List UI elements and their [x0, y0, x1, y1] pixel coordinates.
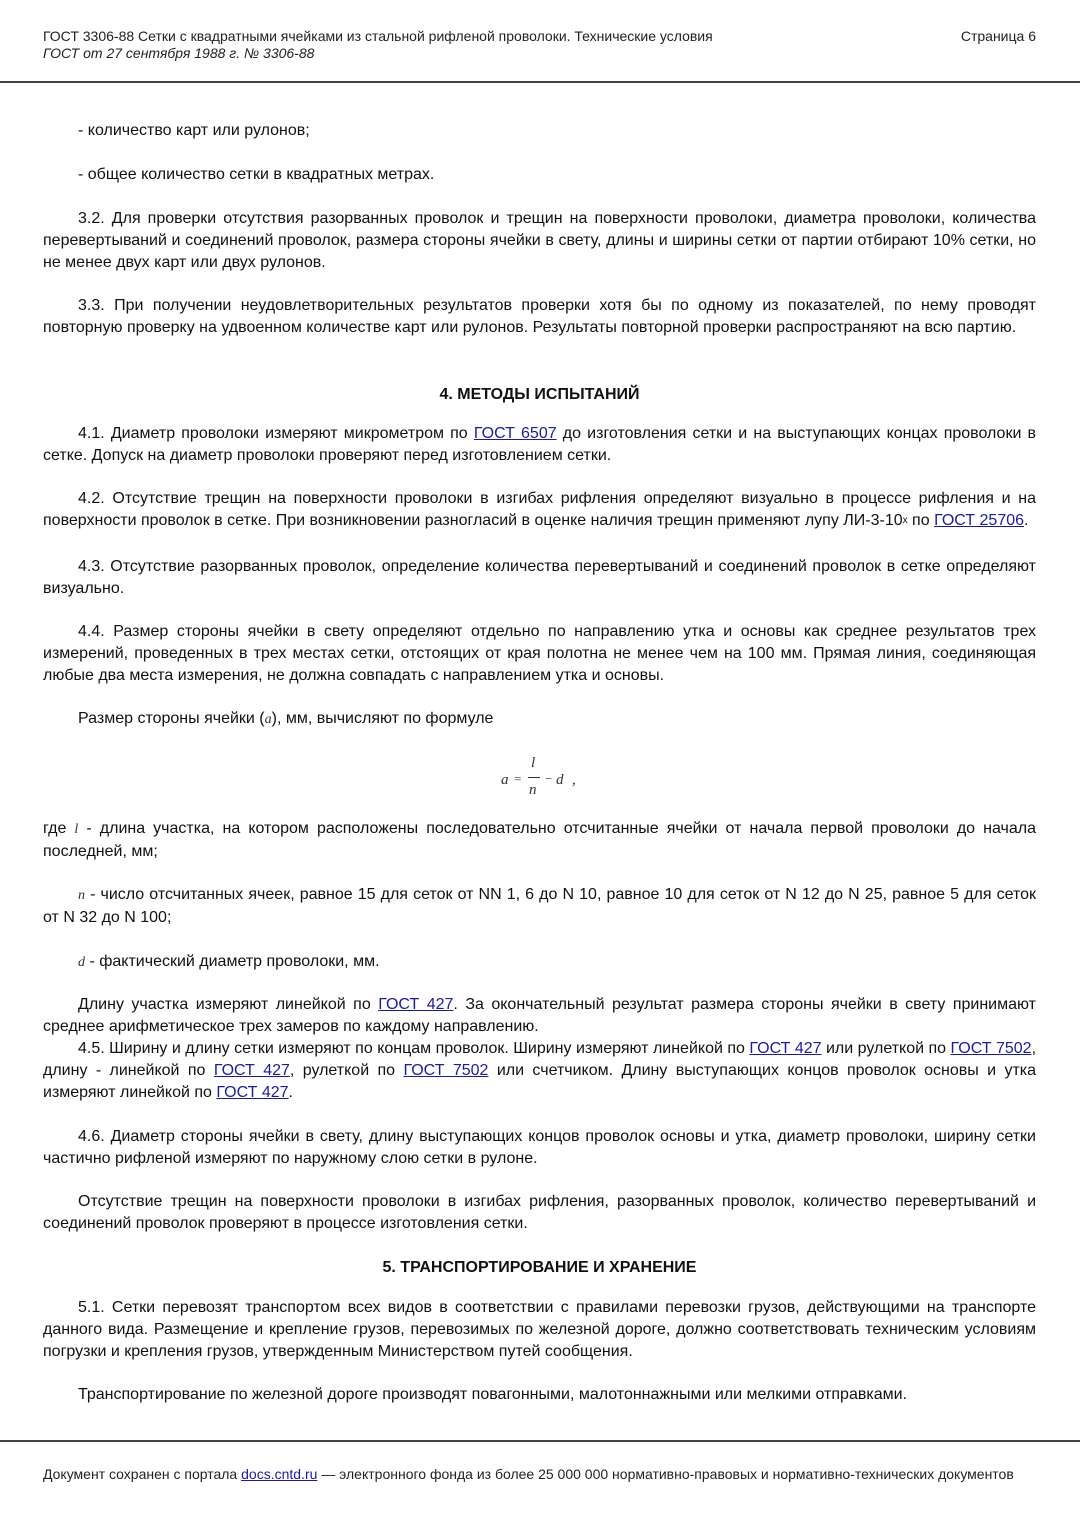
- formula-intro: [43, 708, 1036, 731]
- link-gost-427[interactable]: ГОСТ 427: [749, 1040, 822, 1057]
- paragraph-3-3: 3.3. При получении неудовлетворительных результатов проверки хотя бы по одному из показателей, по нему проводят повторную проверку на удвоенном количестве карт или рулонов. Результаты повторной проверки распространяют на всю партию.: [43, 297, 1036, 336]
- paragraph-5-1: 5.1. Сетки перевозят транспортом всех видов в соответствии с правилами перевозки грузов, действующими на транспорте данного вида. Размещение и крепление грузов, перевозимых по железной дороге, должно соответствовать техническим условиям погрузки и крепления грузов, утвержденным Министерством путей сообщения.: [43, 1299, 1036, 1360]
- text: до изготовления сетки и на выступающих концах проволоки в сетке. Допуск на диаметр проволоки проверяют перед изготовлением сетки.: [43, 425, 1037, 464]
- text: 4.2. Отсутствие трещин на поверхности проволоки в изгибах рифления определяют визуально в процессе рифления и на поверхности проволок в сетке. При возникновении разногласий в оценке наличия трещин применяют лупу ЛИ-3-10: [43, 490, 1036, 529]
- magnification-sup: x: [902, 515, 908, 526]
- document-footer: [43, 1466, 1033, 1482]
- text: Документ сохранен с портала: [43, 1466, 242, 1482]
- header-title: ГОСТ 3306-88 Сетки с квадратными ячейками из стальной рифленой проволоки. Технические условия: [43, 28, 713, 44]
- link-gost-7502[interactable]: ГОСТ 7502: [950, 1040, 1032, 1057]
- paragraph-4-3: 4.3. Отсутствие разорванных проволок, определение количества перевертываний и соединений проволок в сетке определяют визуально.: [43, 558, 1036, 597]
- text: .: [1024, 512, 1029, 529]
- page-number: Страница 6: [960, 28, 1036, 44]
- text: ), мм, вычисляют по формуле: [271, 710, 494, 727]
- section-5-heading: 5. ТРАНСПОРТИРОВАНИЕ И ХРАНЕНИЕ: [382, 1259, 697, 1276]
- text: по: [907, 512, 935, 529]
- portal-link[interactable]: docs.cntd.ru: [241, 1466, 318, 1482]
- paragraph-4-5: [43, 1038, 1036, 1104]
- text: - фактический диаметр проволоки, мм.: [85, 953, 380, 970]
- footer-divider: [0, 1440, 1080, 1442]
- text: где: [43, 820, 75, 837]
- header-subtitle: ГОСТ от 27 сентября 1988 г. № 3306-88: [43, 45, 315, 61]
- formula-lhs: a: [501, 772, 509, 788]
- formula-minus: −: [545, 771, 553, 786]
- text: Размер стороны ячейки (: [78, 710, 265, 727]
- variable-d: d: [78, 955, 85, 970]
- text: .: [288, 1084, 293, 1101]
- document-header: [43, 28, 713, 62]
- text: - длина участка, на котором расположены последовательно отсчитанные ячейки от начала первой проволоки до начала последней, мм;: [43, 820, 1036, 860]
- text: 4.1. Диаметр проволоки измеряют микрометром по: [78, 425, 474, 442]
- text: — электронного фонда из более 25 000 000 нормативно-правовых и нормативно-технических документов: [317, 1466, 1014, 1482]
- link-gost-6507[interactable]: ГОСТ 6507: [473, 425, 557, 442]
- paragraph-length-measure: [43, 994, 1036, 1038]
- list-item-total-area: - общее количество сетки в квадратных метрах.: [78, 166, 435, 183]
- formula-denominator: n: [529, 782, 537, 798]
- definition-d: [43, 951, 1036, 974]
- formula-numerator: l: [531, 755, 536, 771]
- link-gost-25706[interactable]: ГОСТ 25706: [934, 512, 1025, 529]
- link-gost-427[interactable]: ГОСТ 427: [216, 1084, 289, 1101]
- link-gost-427[interactable]: ГОСТ 427: [213, 1062, 290, 1079]
- variable-n: n: [78, 888, 85, 903]
- definition-n: [43, 884, 1036, 929]
- text: . За окончательный результат размера стороны ячейки в свету принимают среднее арифметическое трех замеров по каждому направлению.: [43, 996, 1036, 1035]
- paragraph-3-2: 3.2. Для проверки отсутствия разорванных проволок и трещин на поверхности проволоки, диаметра проволоки, количества перевертываний и соединений проволок, размера стороны ячейки в свету, длины и ширины сетки от партии отбирают 10% сетки, но не менее двух карт или двух рулонов.: [43, 210, 1036, 271]
- paragraph-4-6: 4.6. Диаметр стороны ячейки в свету, длину выступающих концов проволок основы и утка, диаметр проволоки, ширину сетки частично рифленой измеряют по наружному слою сетки в рулоне.: [43, 1128, 1036, 1167]
- formula-block: [43, 752, 1036, 800]
- section-4-heading: 4. МЕТОДЫ ИСПЫТАНИЙ: [439, 386, 640, 403]
- definition-l: [43, 818, 1036, 863]
- text: - число отсчитанных ячеек, равное 15 для сеток от NN 1, 6 до N 10, равное 10 для сеток от N 12 до N 25, равное 5 для сеток от N 32 до N 100;: [43, 886, 1036, 926]
- formula-term-d: d: [556, 772, 564, 788]
- formula: [501, 752, 621, 800]
- text: 4.5. Ширину и длину сетки измеряют по концам проволок. Ширину измеряют линейкой по: [78, 1040, 750, 1057]
- text: или рулеткой по: [821, 1040, 951, 1057]
- formula-equals: =: [514, 771, 522, 786]
- text: Длину участка измеряют линейкой по: [78, 996, 379, 1013]
- link-gost-7502[interactable]: ГОСТ 7502: [403, 1062, 489, 1079]
- text: , рулеткой по: [289, 1062, 404, 1079]
- text: , длину - линейкой по: [43, 1040, 1037, 1079]
- fraction-bar: [528, 777, 540, 778]
- link-gost-427[interactable]: ГОСТ 427: [378, 996, 454, 1013]
- text: или счетчиком. Длину выступающих концов проволок основы и утка измеряют линейкой по: [43, 1062, 1037, 1101]
- variable-a: a: [264, 712, 272, 727]
- header-divider: [0, 81, 1080, 83]
- paragraph-cracks-check: Отсутствие трещин на поверхности проволоки в изгибах рифления, разорванных проволок, количество перевертываний и соединений проволок проверяют в процессе изготовления сетки.: [43, 1193, 1036, 1232]
- formula-comma: ,: [572, 772, 576, 788]
- paragraph-4-4: 4.4. Размер стороны ячейки в свету определяют отдельно по направлению утка и основы как среднее результатов трех измерений, проведенных в трех местах сетки, отстоящих от края полотна не менее чем на 100 мм. Прямая линия, соединяющая любые два места измерения, не должна совпадать с направлением утка и основы.: [43, 623, 1036, 684]
- variable-l: l: [74, 822, 79, 837]
- paragraph-rail-transport: Транспортирование по железной дороге производят повагонными, малотоннажными или мелкими отправками.: [78, 1386, 907, 1403]
- paragraph-4-1: [43, 423, 1036, 467]
- list-item-cards: - количество карт или рулонов;: [78, 122, 310, 139]
- paragraph-4-2: [43, 488, 1036, 532]
